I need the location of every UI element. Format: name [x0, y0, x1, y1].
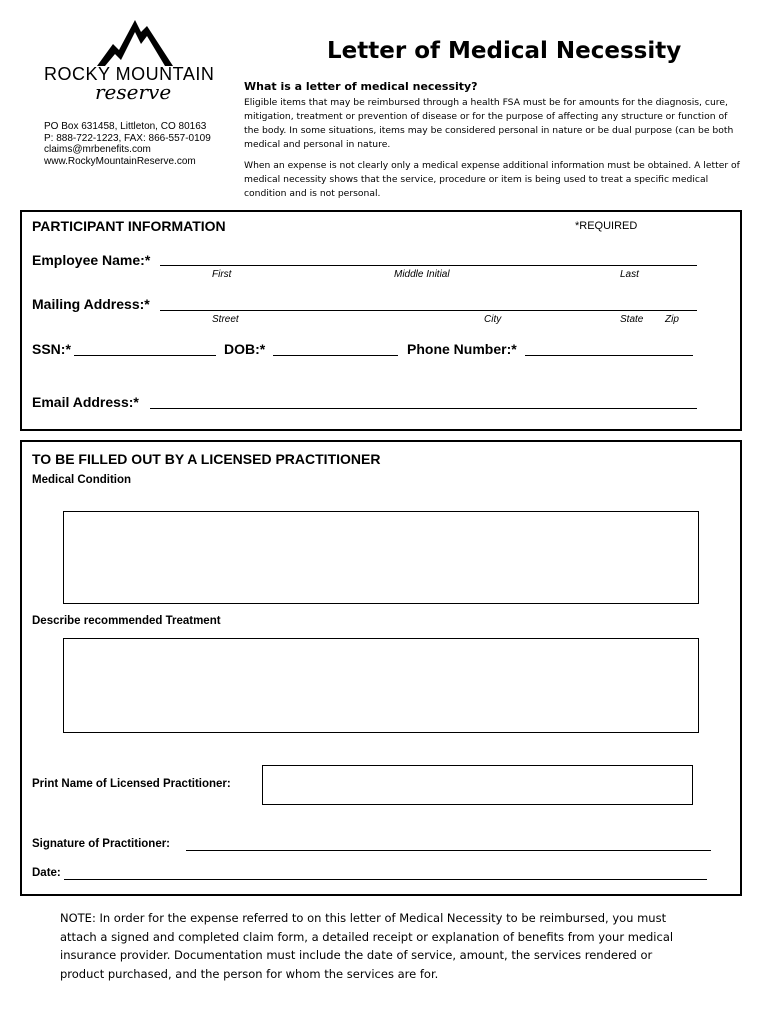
- mountain-logo-icon: [95, 14, 175, 69]
- print-name-label: Print Name of Licensed Practitioner:: [32, 778, 231, 790]
- print-name-field[interactable]: [262, 765, 693, 805]
- state-sublabel: State: [620, 314, 644, 325]
- dob-field[interactable]: [273, 355, 398, 356]
- treatment-label: Describe recommended Treatment: [32, 615, 221, 627]
- phone-field[interactable]: [525, 355, 693, 356]
- footer-note: NOTE: In order for the expense referred to on this letter of Medical Necessity to be reimbursed, you must attach a signed and completed claim form, a detailed receipt or explanation of benefits from your medical insurance provider. Documentation must include the date of service, amount, the services rendered or product purchased, and the person for whom the services are for.: [60, 911, 674, 981]
- email-field[interactable]: [150, 408, 697, 409]
- participant-section-title: PARTICIPANT INFORMATION: [32, 218, 226, 234]
- contact-line: www.RockyMountainReserve.com: [44, 155, 196, 167]
- signature-field[interactable]: [186, 850, 711, 851]
- signature-label: Signature of Practitioner:: [32, 838, 171, 850]
- brand-name: ROCKY MOUNTAIN: [44, 64, 215, 84]
- last-name-sublabel: Last: [620, 269, 639, 280]
- date-field[interactable]: [64, 879, 707, 880]
- contact-block: [44, 121, 211, 167]
- middle-initial-sublabel: Middle Initial: [394, 269, 450, 280]
- medical-condition-label: Medical Condition: [32, 474, 132, 486]
- contact-line: PO Box 631458, Littleton, CO 80163: [44, 121, 207, 132]
- mailing-address-field[interactable]: [160, 310, 697, 311]
- medical-condition-field[interactable]: [63, 511, 699, 604]
- required-note: *REQUIRED: [575, 220, 638, 232]
- mailing-address-label: Mailing Address:*: [32, 296, 150, 312]
- street-sublabel: Street: [212, 314, 239, 325]
- brand-sub: reserve: [95, 80, 172, 104]
- city-sublabel: City: [484, 314, 502, 325]
- ssn-field[interactable]: [74, 355, 216, 356]
- employee-name-label: Employee Name:*: [32, 252, 151, 268]
- employee-name-field[interactable]: [160, 265, 697, 266]
- date-label: Date:: [32, 867, 61, 879]
- ssn-label: SSN:*: [32, 341, 71, 357]
- practitioner-section-title: TO BE FILLED OUT BY A LICENSED PRACTITIONER: [32, 451, 381, 467]
- dob-label: DOB:*: [224, 341, 266, 357]
- phone-label: Phone Number:*: [407, 341, 517, 357]
- intro-paragraph: Eligible items that may be reimbursed through a health FSA must be for amounts for the diagnosis, cure, mitigation, treatment or prevention of disease or for the purpose of affecting any structure or function of the body. In some situations, items may be considered personal in nature or be dual purpose (can be both medical and personal in nature.: [244, 97, 734, 150]
- intro-question: What is a letter of medical necessity?: [244, 80, 478, 93]
- intro-paragraph: When an expense is not clearly only a medical expense additional information must be obtained. A letter of medical necessity shows that the service, procedure or item is being used to treat a specific medical condition and is not personal.: [244, 160, 740, 199]
- contact-line: claims@mrbenefits.com: [44, 144, 151, 155]
- first-name-sublabel: First: [212, 269, 232, 280]
- document-title: Letter of Medical Necessity: [327, 38, 682, 64]
- email-label: Email Address:*: [32, 394, 139, 410]
- contact-line: P: 888-722-1223, FAX: 866-557-0109: [44, 132, 211, 144]
- treatment-field[interactable]: [63, 638, 699, 733]
- zip-sublabel: Zip: [665, 314, 679, 325]
